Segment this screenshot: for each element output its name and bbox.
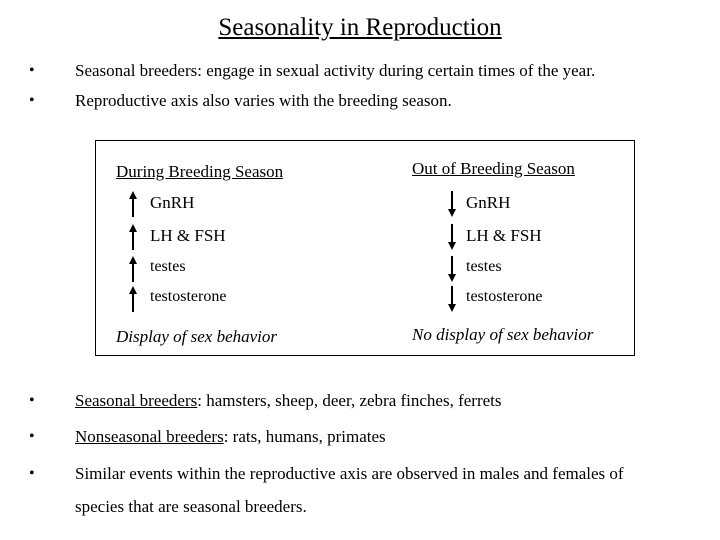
arrow-up-icon: [128, 191, 138, 222]
bullet-text: Reproductive axis also varies with the breeding season.: [75, 91, 452, 110]
arrow-down-icon: [447, 191, 457, 222]
out-item: testosterone: [466, 288, 543, 305]
bullet-text: Seasonal breeders: engage in sexual activity during certain times of the year.: [75, 61, 596, 80]
bullet: •: [29, 392, 35, 409]
arrow-up-icon: [128, 224, 138, 255]
slide-title: Seasonality in Reproduction: [218, 14, 502, 41]
during-item: GnRH: [150, 193, 195, 212]
out-item: LH & FSH: [466, 226, 542, 245]
out-item: testes: [466, 258, 502, 275]
bullet-rest: : rats, humans, primates: [223, 427, 386, 446]
bullet-text: [75, 427, 386, 447]
bullet: •: [29, 62, 35, 79]
arrow-down-icon: [447, 286, 457, 317]
arrow-down-icon: [447, 256, 457, 287]
bullet: •: [29, 92, 35, 109]
arrow-up-icon: [128, 286, 138, 317]
during-item: testosterone: [150, 288, 227, 305]
bullet-text: [75, 391, 502, 411]
bullet-rest: : hamsters, sheep, deer, zebra finches, ferrets: [197, 391, 502, 410]
bullet-term: Nonseasonal breeders: [75, 427, 224, 446]
bullet: •: [29, 465, 35, 482]
during-header: During Breeding Season: [116, 162, 284, 181]
out-item: GnRH: [466, 193, 511, 212]
during-item: testes: [150, 258, 186, 275]
bullet: •: [29, 428, 35, 445]
bullet-text: Similar events within the reproductive axis are observed in males and females of: [75, 464, 624, 483]
bullet-term: Seasonal breeders: [75, 391, 198, 410]
during-item: LH & FSH: [150, 226, 226, 245]
bullet-text-continued: species that are seasonal breeders.: [75, 497, 307, 516]
arrow-down-icon: [447, 224, 457, 255]
out-behavior: No display of sex behavior: [412, 325, 594, 344]
during-behavior: Display of sex behavior: [116, 327, 277, 346]
out-header: Out of Breeding Season: [412, 159, 575, 178]
arrow-up-icon: [128, 256, 138, 287]
